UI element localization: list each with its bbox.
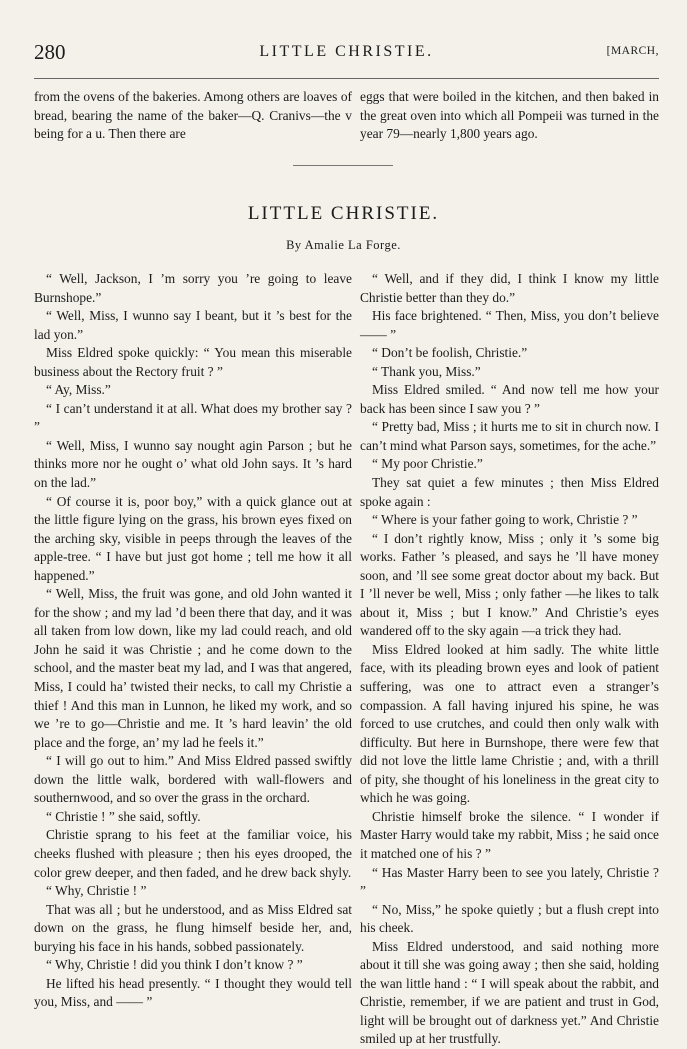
- article-left-column: [34, 270, 352, 1012]
- header-rule: [34, 78, 659, 79]
- paragraph: “ Ay, Miss.”: [46, 382, 111, 398]
- section-divider: [293, 165, 393, 166]
- previous-article-right-column: [360, 88, 659, 144]
- paragraph: “ I don’t rightly know, Miss ; only it ’s some big works. Father ’s pleased, and says he ’ll have money soon, and ’ll see some great doctor about my back. But I ’ll never be well, Miss ; only father —he likes to talk about it, Miss ; but I know.” And Christie’s eyes wandered off to the sky again —a trick they had.: [360, 530, 659, 639]
- paragraph: “ Well, and if they did, I think I know my little Christie better than they do.”: [360, 271, 659, 305]
- paragraph: “ Where is your father going to work, Christie ? ”: [372, 512, 638, 528]
- paragraph: “ Of course it is, poor boy,” with a quick glance out at the little figure lying on the grass, his brown eyes fixed on the arching sky, visible in peeps through the leaves of the apple-tree. “ I have but just got home ; tell me how it all happened.”: [34, 493, 352, 583]
- paragraph: “ Why, Christie ! ”: [46, 883, 147, 899]
- running-month: [MARCH,: [606, 45, 659, 57]
- paragraph: “ Thank you, Miss.”: [372, 363, 481, 379]
- page-header: [34, 40, 659, 64]
- paragraph: “ Well, Jackson, I ’m sorry you ’re going to leave Burnshope.”: [34, 271, 352, 305]
- paragraph: Christie sprang to his feet at the familiar voice, his cheeks flushed with pleasure ; then his eyes drooped, the color grew deeper, and then faded, and he drew back shyly.: [34, 827, 352, 880]
- previous-article-text-left: from the ovens of the bakeries. Among others are loaves of bread, bearing the name of the baker—Q. Cranivs—the v being for a u. Then there are: [34, 89, 352, 142]
- paragraph: “ Well, Miss, I wunno say nought agin Parson ; but he thinks more nor he ought o’ what old John says. It ’s hard on the lad.”: [34, 437, 352, 491]
- paragraph: “ Has Master Harry been to see you lately, Christie ? ”: [360, 864, 659, 899]
- paragraph: That was all ; but he understood, and as Miss Eldred sat down on the grass, he flung himself beside her, and, burying his face in his hands, sobbed passionately.: [34, 901, 352, 954]
- article-right-column: [360, 270, 659, 1049]
- article-byline: By Amalie La Forge.: [286, 238, 401, 252]
- paragraph: Christie himself broke the silence. “ I wonder if Master Harry would take my rabbit, Miss ; he said once it matched one of his ? ”: [360, 808, 659, 861]
- paragraph: They sat quiet a few minutes ; then Miss Eldred spoke again :: [360, 475, 659, 509]
- paragraph: “ Pretty bad, Miss ; it hurts me to sit in church now. I can’t mind what Parson says, sometimes, for the ache.”: [360, 419, 659, 453]
- page-number: 280: [34, 40, 66, 64]
- running-title: LITTLE CHRISTIE.: [259, 43, 434, 60]
- paragraph: Miss Eldred looked at him sadly. The white little face, with its pleading brown eyes and look of patient suffering, was one to attract even a stranger’s compassion. A fall having injured his spine, he was forced to use crutches, and could then only walk with difficulty. But here in Burnshope, there were few that did not love the little lame Christie ; and, with a thrill of pity, she thought of his loneliness in the great city to which he was going.: [360, 641, 659, 806]
- paragraph: His face brightened. “ Then, Miss, you don’t believe —— ”: [360, 308, 659, 342]
- article-title: LITTLE CHRISTIE.: [247, 203, 440, 224]
- paragraph: “ I can’t understand it at all. What does my brother say ? ”: [34, 400, 352, 435]
- paragraph: “ I will go out to him.” And Miss Eldred passed swiftly down the little walk, bordered with wall-flowers and southernwood, and so over the grass in the orchard.: [34, 753, 352, 806]
- paragraph: “ Don’t be foolish, Christie.”: [372, 345, 528, 361]
- previous-article-text-right: eggs that were boiled in the kitchen, and then baked in the great oven into which all Pompeii was turned in the year 79—nearly 1,800 years ago.: [360, 89, 659, 142]
- previous-article-left-column: [34, 88, 352, 144]
- paragraph: Miss Eldred understood, and said nothing more about it till she was going away ; then she said, holding the wan little hand : “ I will speak about the rabbit, and Christie, remember, if we are patient and trust in God, light will be brought out of darkness yet.” And Christie smiled up at her trustfully.: [360, 938, 659, 1047]
- paragraph: “ Well, Miss, the fruit was gone, and old John wanted it for the show ; and my lad ’d been there that day, and it was all taken from low down, like my lad could reach, and old John he said it was Christie ; and he come down to the school, and the master beat my lad, and I was that angered, Miss, I could ha’ twisted their necks, to call my Christie a thief ! And this man in Lunnon, he liked my work, and so we ’re to go—Christie and me. It ’s hard leavin’ the old place and the forge, an’ my lad he feels it.”: [34, 586, 352, 750]
- paragraph: “ My poor Christie.”: [372, 456, 483, 472]
- paragraph: He lifted his head presently. “ I thought they would tell you, Miss, and —— ”: [34, 975, 352, 1010]
- paragraph: “ Why, Christie ! did you think I don’t know ? ”: [46, 957, 303, 973]
- paragraph: “ Christie ! ” she said, softly.: [46, 808, 201, 824]
- paragraph: Miss Eldred spoke quickly: “ You mean this miserable business about the Rectory fruit ? ”: [34, 345, 352, 379]
- paragraph: “ No, Miss,” he spoke quietly ; but a flush crept into his cheek.: [360, 901, 659, 936]
- paragraph: Miss Eldred smiled. “ And now tell me how your back has been since I saw you ? ”: [360, 382, 659, 416]
- paragraph: “ Well, Miss, I wunno say I beant, but it ’s best for the lad yon.”: [34, 308, 352, 342]
